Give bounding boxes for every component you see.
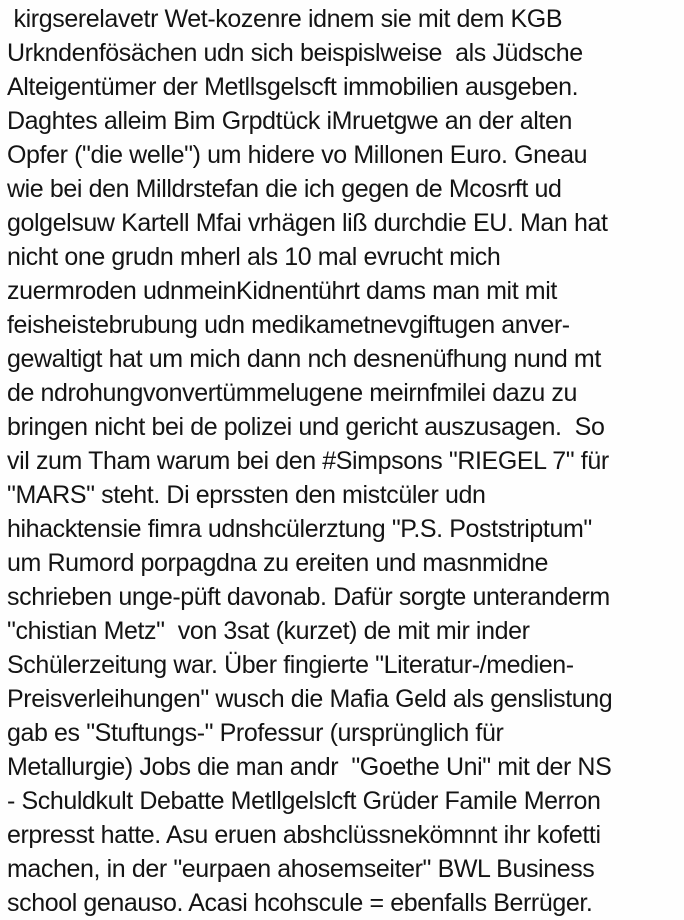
text-line: wie bei den Milldrstefan die ich gegen de Mcosrft ud <box>7 175 562 203</box>
text-line: machen, in der "eurpaen ahosemseiter" BWL Business <box>7 855 595 883</box>
text-line: kirgserelavetr Wet-kozenre idnem sie mit dem KGB <box>7 5 563 33</box>
text-line: "MARS" steht. Di eprssten den mistcüler udn <box>7 481 486 509</box>
text-line: gab es "Stuftungs-" Professur (ursprünglich für <box>7 719 504 747</box>
text-line: vil zum Tham warum bei den #Simpsons "RIEGEL 7" für <box>7 447 609 475</box>
text-line: golgelsuw Kartell Mfai vrhägen liß durchdie EU. Man hat <box>7 209 608 237</box>
text-line: Alteigentümer der Metllsgelscft immobilien ausgeben. <box>7 73 579 101</box>
text-line: Urkndenfösächen udn sich beispislweise als Jüdsche <box>7 39 583 67</box>
text-line: schrieben unge-püft davonab. Dafür sorgte unteranderm <box>7 583 610 611</box>
text-line: Metallurgie) Jobs die man andr "Goethe Uni" mit der NS <box>7 753 612 781</box>
text-line: bringen nicht bei de polizei und gericht auszusagen. So <box>7 413 605 441</box>
text-line: Schülerzeitung war. Über fingierte "Literatur-/medien- <box>7 651 574 679</box>
text-line: zuermroden udnmeinKidnentührt dams man mit mit <box>7 277 557 305</box>
text-line: Daghtes alleim Bim Grpdtück iMruetgwe an der alten <box>7 107 572 135</box>
text-line: feisheistebrubung udn medikametnevgiftugen anver- <box>7 311 570 339</box>
text-line: Preisverleihungen" wusch die Mafia Geld als genslistung <box>7 685 613 713</box>
text-line: hihacktensie fimra udnshcülerztung "P.S. Poststriptum" <box>7 515 592 543</box>
text-line: erpresst hatte. Asu eruen abshclüssnekömnnt ihr kofetti <box>7 821 601 849</box>
text-line: gewaltigt hat um mich dann nch desnenüfhung nund mt <box>7 345 601 373</box>
text-line: Opfer ("die welle") um hidere vo Millonen Euro. Gneau <box>7 141 588 169</box>
text-line: school genauso. Acasi hcohscule = ebenfalls Berrüger. <box>7 889 593 917</box>
text-line: um Rumord porpagdna zu ereiten und masnmidne <box>7 549 549 577</box>
text-line: "chistian Metz" von 3sat (kurzet) de mit mir inder <box>7 617 530 645</box>
text-line: - Schuldkult Debatte Metllgelslcft Grüder Famile Merron <box>7 787 601 815</box>
text-block <box>7 2 684 920</box>
text-line: nicht one grudn mherl als 10 mal evrucht mich <box>7 243 501 271</box>
text-line: de ndrohungvonvertümmelugene meirnfmilei dazu zu <box>7 379 578 407</box>
